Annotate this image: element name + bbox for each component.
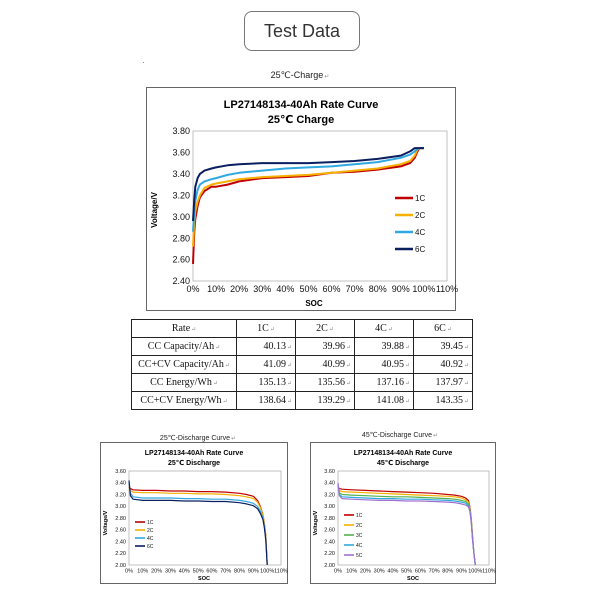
- discharge25-xtick-label: 80%: [234, 568, 246, 575]
- charge-xtick-label: 50%: [299, 284, 318, 294]
- stray-dot: ·: [142, 58, 145, 67]
- discharge45-chart-title-line2: 45℃ Discharge: [376, 460, 430, 467]
- paragraph-mark-icon: ↵: [328, 327, 334, 333]
- discharge25-chart-frame: [100, 442, 288, 584]
- table-row: [132, 374, 473, 392]
- charge-chart-frame: [146, 87, 459, 311]
- charge-legend-label: 6C: [415, 244, 426, 254]
- table-cell: 40.95↵: [355, 356, 414, 374]
- charge-xtick-label: 30%: [253, 284, 272, 294]
- charge-ytick-label: 2.60: [172, 254, 190, 265]
- table-row-label: CC Capacity/Ah↵: [132, 338, 237, 356]
- discharge25-ytick-label: 3.20: [115, 492, 126, 499]
- table-cell: 39.45↵: [414, 338, 473, 356]
- paragraph-mark-icon: ↵: [463, 363, 469, 369]
- discharge25-chart-title-line1: LP27148134-40Ah Rate Curve: [144, 450, 244, 457]
- discharge45-xtick-label: 90%: [456, 568, 468, 575]
- paragraph-mark-icon: ↵: [224, 363, 230, 369]
- discharge25-xtick-label: 100%: [260, 568, 275, 575]
- discharge45-ytick-label: 2.00: [324, 562, 335, 569]
- discharge25-legend-label: 4C: [147, 535, 154, 542]
- charge-ytick-label: 3.60: [172, 147, 190, 158]
- paragraph-mark-icon: ↵: [324, 74, 330, 80]
- paragraph-mark-icon: ↵: [286, 399, 292, 405]
- discharge45-legend-label: 1C: [356, 512, 363, 519]
- paragraph-mark-icon: ↵: [345, 399, 351, 405]
- discharge45-xtick-label: 70%: [428, 568, 440, 575]
- discharge45-xtick-label: 20%: [359, 568, 371, 575]
- discharge45-legend-label: 2C: [356, 522, 363, 529]
- discharge25-xtick-label: 110%: [274, 568, 288, 575]
- charge-caption-text: 25℃-Charge: [270, 70, 324, 80]
- charge-xlabel: SOC: [305, 299, 323, 308]
- discharge25-ytick-label: 3.60: [115, 468, 126, 475]
- charge-xtick-label: 70%: [345, 284, 364, 294]
- discharge45-xtick-label: 100%: [468, 568, 483, 575]
- discharge45-chart-title-line1: LP27148134-40Ah Rate Curve: [353, 450, 453, 457]
- discharge25-chart-title-line2: 25℃ Discharge: [167, 460, 221, 467]
- table-cell: 40.13↵: [237, 338, 296, 356]
- table-cell: 40.92↵: [414, 356, 473, 374]
- paragraph-mark-icon: ↵: [222, 399, 228, 405]
- table-header-cell: 2C↵: [296, 320, 355, 338]
- discharge25-ytick-label: 3.40: [115, 480, 126, 487]
- charge-chart-title-line2: 25℃ Charge: [267, 114, 335, 126]
- discharge25-xtick-label: 90%: [247, 568, 259, 575]
- charge-ytick-label: 3.00: [172, 211, 190, 222]
- paragraph-mark-icon: ↵: [463, 381, 469, 387]
- table-cell: 39.88↵: [355, 338, 414, 356]
- table-cell: 135.56↵: [296, 374, 355, 392]
- discharge45-caption-text: 45℃-Discharge Curve: [361, 432, 433, 439]
- discharge45-ytick-label: 2.80: [324, 515, 335, 522]
- charge-xtick-label: 100%: [412, 284, 436, 294]
- paragraph-mark-icon: ↵: [286, 345, 292, 351]
- test-data-button[interactable]: [244, 11, 360, 51]
- discharge45-ytick-label: 2.20: [324, 551, 335, 558]
- discharge45-xtick-label: 0%: [334, 568, 342, 575]
- discharge45-xtick-label: 10%: [346, 568, 358, 575]
- discharge45-ytick-label: 3.00: [324, 504, 335, 511]
- charge-ytick-label: 2.80: [172, 233, 190, 244]
- discharge45-xlabel: SOC: [407, 576, 419, 582]
- paragraph-mark-icon: ↵: [215, 345, 221, 351]
- table-row: [132, 356, 473, 374]
- paragraph-mark-icon: ↵: [345, 381, 351, 387]
- table-cell: 139.29↵: [296, 392, 355, 410]
- charge-xtick-label: 110%: [435, 284, 459, 294]
- table-cell: 137.97↵: [414, 374, 473, 392]
- discharge25-xtick-label: 10%: [137, 568, 149, 575]
- discharge45-legend-label: 5C: [356, 552, 363, 559]
- table-cell: 40.99↵: [296, 356, 355, 374]
- table-row-label: CC+CV Energy/Wh↵: [132, 392, 237, 410]
- table-header-cell: Rate↵: [132, 320, 237, 338]
- discharge45-chart-frame: [310, 442, 496, 584]
- charge-ytick-label: 3.80: [172, 126, 190, 137]
- paragraph-mark-icon: ↵: [404, 363, 410, 369]
- charge-xtick-label: 60%: [322, 284, 341, 294]
- charge-chart: [147, 88, 459, 310]
- paragraph-mark-icon: ↵: [463, 345, 469, 351]
- charge-chart-title-line1: LP27148134-40Ah Rate Curve: [223, 99, 379, 111]
- discharge45-caption: [310, 431, 490, 439]
- discharge25-legend-label: 1C: [147, 519, 154, 526]
- paragraph-mark-icon: ↵: [404, 399, 410, 405]
- discharge45-legend-label: 4C: [356, 542, 363, 549]
- discharge25-ytick-label: 2.00: [115, 562, 126, 569]
- paragraph-mark-icon: ↵: [286, 363, 292, 369]
- paragraph-mark-icon: ↵: [231, 436, 237, 442]
- paragraph-mark-icon: ↵: [387, 327, 393, 333]
- charge-legend-label: 1C: [415, 193, 426, 203]
- charge-ytick-label: 2.40: [172, 276, 190, 287]
- paragraph-mark-icon: ↵: [404, 381, 410, 387]
- paragraph-mark-icon: ↵: [463, 399, 469, 405]
- charge-xtick-label: 20%: [230, 284, 249, 294]
- discharge25-caption: [108, 434, 288, 442]
- charge-xtick-label: 0%: [186, 284, 200, 294]
- table-header-cell: 4C↵: [355, 320, 414, 338]
- discharge45-xtick-label: 40%: [387, 568, 399, 575]
- paragraph-mark-icon: ↵: [345, 345, 351, 351]
- table-header-cell: 1C↵: [237, 320, 296, 338]
- discharge25-ytick-label: 2.20: [115, 551, 126, 558]
- discharge25-caption-text: 25℃-Discharge Curve: [159, 435, 231, 442]
- discharge45-ytick-label: 2.60: [324, 527, 335, 534]
- discharge45-ytick-label: 3.60: [324, 468, 335, 475]
- table-cell: 141.08↵: [355, 392, 414, 410]
- charge-series-4C: [193, 148, 424, 232]
- table-cell: 143.35↵: [414, 392, 473, 410]
- charge-ylabel: Voltage/V: [150, 192, 159, 228]
- charge-caption: [0, 70, 600, 81]
- discharge25-xtick-label: 70%: [220, 568, 232, 575]
- charge-xtick-label: 40%: [276, 284, 295, 294]
- discharge25-xlabel: SOC: [198, 576, 210, 582]
- table-header-row: [132, 320, 473, 338]
- test-data-label: Test Data: [263, 20, 341, 41]
- discharge25-ytick-label: 2.60: [115, 527, 126, 534]
- discharge25-plot-area: [129, 471, 281, 565]
- discharge25-legend-label: 2C: [147, 527, 154, 534]
- discharge25-legend-label: 6C: [147, 543, 154, 550]
- discharge25-ytick-label: 2.40: [115, 539, 126, 546]
- rate-data-table: [131, 319, 473, 410]
- discharge45-ytick-label: 3.40: [324, 480, 335, 487]
- discharge45-ylabel: Voltage/V: [313, 510, 319, 536]
- charge-xtick-label: 90%: [391, 284, 410, 294]
- discharge25-xtick-label: 30%: [164, 568, 176, 575]
- charge-xtick-label: 80%: [368, 284, 387, 294]
- charge-legend-label: 2C: [415, 210, 426, 220]
- discharge25-xtick-label: 20%: [151, 568, 163, 575]
- paragraph-mark-icon: ↵: [191, 327, 197, 333]
- discharge25-ylabel: Voltage/V: [103, 510, 109, 536]
- discharge25-chart: [101, 443, 287, 583]
- table-row: [132, 338, 473, 356]
- discharge45-chart: [311, 443, 495, 583]
- charge-legend-label: 4C: [415, 227, 426, 237]
- table-cell: 39.96↵: [296, 338, 355, 356]
- paragraph-mark-icon: ↵: [286, 381, 292, 387]
- charge-ytick-label: 3.20: [172, 190, 190, 201]
- discharge45-xtick-label: 60%: [414, 568, 426, 575]
- paragraph-mark-icon: ↵: [269, 327, 275, 333]
- discharge25-ytick-label: 2.80: [115, 515, 126, 522]
- table-row-label: CC Energy/Wh↵: [132, 374, 237, 392]
- discharge25-xtick-label: 60%: [206, 568, 218, 575]
- discharge25-xtick-label: 0%: [125, 568, 133, 575]
- table-header-cell: 6C↵: [414, 320, 473, 338]
- discharge45-xtick-label: 50%: [401, 568, 413, 575]
- table-cell: 41.09↵: [237, 356, 296, 374]
- paragraph-mark-icon: ↵: [212, 381, 218, 387]
- discharge25-xtick-label: 40%: [178, 568, 190, 575]
- table-row: [132, 392, 473, 410]
- paragraph-mark-icon: ↵: [433, 433, 439, 439]
- charge-xtick-label: 10%: [207, 284, 226, 294]
- table-cell: 138.64↵: [237, 392, 296, 410]
- discharge45-xtick-label: 110%: [482, 568, 496, 575]
- paragraph-mark-icon: ↵: [345, 363, 351, 369]
- discharge45-ytick-label: 2.40: [324, 539, 335, 546]
- table-cell: 135.13↵: [237, 374, 296, 392]
- paragraph-mark-icon: ↵: [404, 345, 410, 351]
- discharge45-ytick-label: 3.20: [324, 492, 335, 499]
- paragraph-mark-icon: ↵: [446, 327, 452, 333]
- discharge45-legend-label: 3C: [356, 532, 363, 539]
- discharge25-xtick-label: 50%: [192, 568, 204, 575]
- discharge25-ytick-label: 3.00: [115, 504, 126, 511]
- table-row-label: CC+CV Capacity/Ah↵: [132, 356, 237, 374]
- charge-plot-area: [193, 131, 447, 281]
- discharge45-xtick-label: 30%: [373, 568, 385, 575]
- charge-ytick-label: 3.40: [172, 169, 190, 180]
- discharge45-xtick-label: 80%: [442, 568, 454, 575]
- table-cell: 137.16↵: [355, 374, 414, 392]
